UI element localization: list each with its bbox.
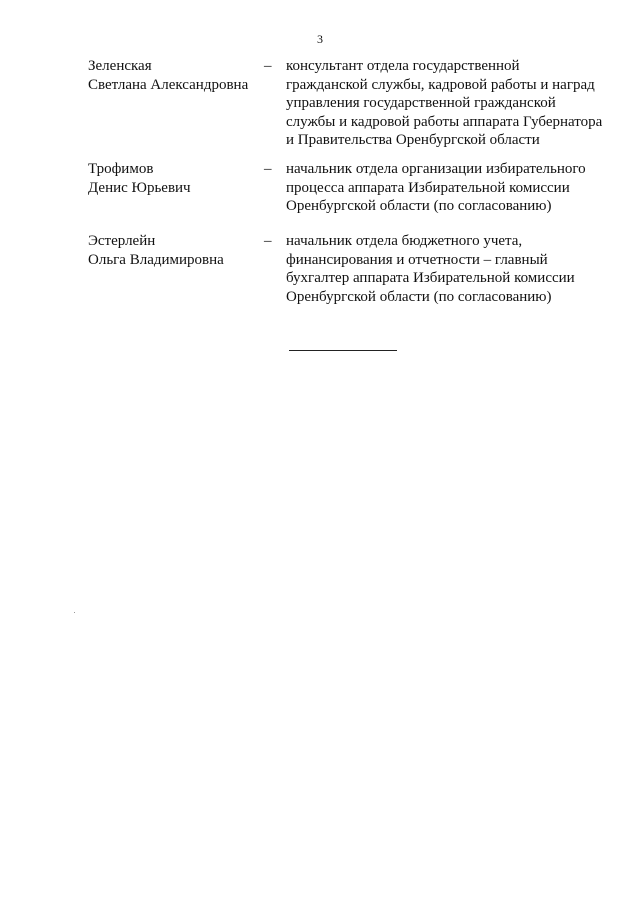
member-surname: Эстерлейн (88, 233, 156, 249)
dash-separator: – (264, 233, 272, 249)
position-line: финансирования и отчетности – главный (286, 251, 548, 268)
member-position (286, 232, 621, 306)
member-name (88, 57, 258, 94)
member-surname: Трофимов (88, 161, 154, 177)
position-line: начальник отдела бюджетного учета, (286, 233, 523, 249)
dash-separator: – (264, 58, 272, 74)
position-line: процесса аппарата Избирательной комиссии (286, 179, 570, 196)
member-surname: Зеленская (88, 58, 152, 74)
position-line: гражданской службы, кадровой работы и наград (286, 76, 595, 93)
position-line: Оренбургской области (по согласованию) (286, 288, 552, 305)
position-line: службы и кадровой работы аппарата Губернатора (286, 113, 603, 130)
member-given-names: Светлана Александровна (88, 76, 249, 93)
position-line: и Правительства Оренбургской области (286, 132, 540, 148)
page-number: 3 (317, 32, 323, 46)
scan-speck (74, 612, 75, 613)
position-line: консультант отдела государственной (286, 58, 520, 74)
member-name (88, 232, 258, 269)
closing-rule (289, 350, 397, 351)
position-line: управления государственной гражданской (286, 95, 556, 111)
member-given-names: Денис Юрьевич (88, 179, 191, 196)
position-line: бухгалтер аппарата Избирательной комиссии (286, 270, 575, 286)
member-position (286, 160, 621, 216)
position-line: начальник отдела организации избирательного (286, 161, 586, 177)
dash-separator: – (264, 161, 272, 177)
member-name (88, 160, 258, 197)
position-line: Оренбургской области (по согласованию) (286, 198, 552, 214)
member-position (286, 57, 621, 150)
member-given-names: Ольга Владимировна (88, 251, 224, 268)
